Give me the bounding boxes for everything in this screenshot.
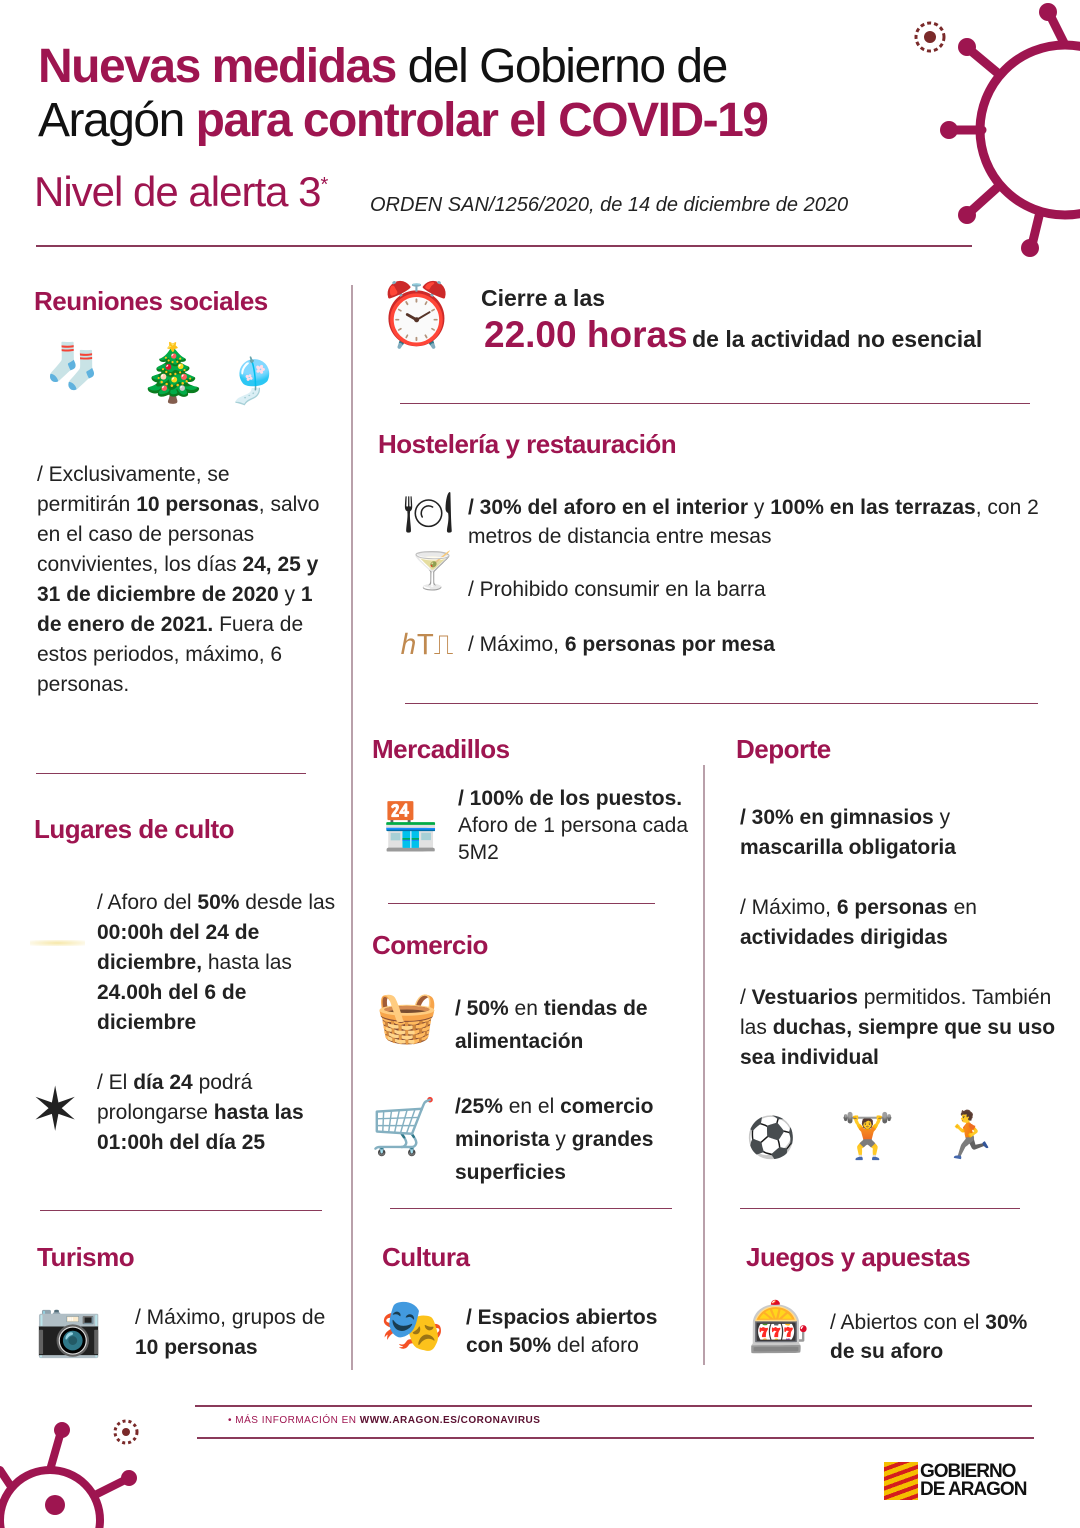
divider — [197, 1437, 1034, 1439]
text-segment: 00:00h del 24 de diciembre, — [97, 921, 260, 974]
text-segment: / 50% — [455, 997, 509, 1020]
mercadillos-text — [458, 785, 688, 866]
website-link[interactable]: WWW.ARAGON.ES/CORONAVIRUS — [359, 1415, 541, 1426]
section-title-juegos: Juegos y apuestas — [746, 1242, 971, 1272]
divider — [195, 1405, 1032, 1407]
serving-cloche-icon: 🍽 — [403, 491, 454, 535]
christmas-tree-icon: 🎄 — [138, 341, 208, 404]
text-segment: / Máximo, grupos de — [135, 1306, 326, 1329]
text-segment: hasta las — [202, 951, 292, 974]
text-segment: / 30% del aforo en el interior — [468, 496, 749, 519]
text-segment: grandes superficies — [455, 1128, 654, 1184]
logo-text: GOBIERNO — [920, 1461, 1016, 1482]
sparkle-icon — [30, 940, 85, 946]
text-segment: 6 personas por mesa — [564, 633, 775, 656]
turismo-text — [135, 1303, 335, 1363]
more-info: • MÁS INFORMACIÓN EN WWW.ARAGON.ES/CORONAVIRUS — [228, 1415, 541, 1426]
cierre-hour: 22.00 horas de la actividad no esencial — [484, 314, 983, 355]
aragon-flag-icon — [884, 1462, 918, 1500]
text-segment: 1 de enero de 2021. — [37, 583, 313, 636]
text-segment: Aforo de 1 persona cada 5M2 — [458, 814, 688, 864]
text-segment: Nuevas medidas — [38, 40, 396, 93]
text-segment: del aforo — [551, 1334, 639, 1357]
ornaments-icon: 🎐 — [225, 357, 280, 406]
cocktail-icon: 🍸 — [410, 550, 455, 591]
section-title-turismo: Turismo — [37, 1242, 135, 1272]
text-segment: comercio minorista — [455, 1095, 654, 1151]
text-segment: y — [748, 496, 771, 519]
text-segment: podrá prolongarse — [97, 1071, 253, 1124]
text-segment: en — [947, 896, 977, 919]
text-segment: / Espacios abiertos con 50% — [466, 1306, 658, 1357]
text-segment: 24, 25 y 31 de diciembre de 2020 — [37, 553, 319, 606]
text-segment: 6 personas — [836, 896, 948, 919]
section-title-hosteleria: Hostelería y restauración — [378, 429, 677, 459]
theater-masks-icon: 🎭 — [380, 1297, 445, 1355]
hosteleria-item-2 — [468, 575, 766, 605]
divider — [36, 245, 972, 247]
text-segment: desde las — [239, 891, 336, 914]
culto-item-2 — [97, 1068, 337, 1158]
text-segment: duchas, siempre que su uso sea individual — [740, 1016, 1056, 1069]
text-segment: / Exclusivamente, se permitirán — [37, 463, 230, 516]
text-segment: , con 2 metros de distancia entre mesas — [468, 496, 1039, 548]
deporte-item-2 — [740, 893, 1040, 953]
deporte-item-3 — [740, 983, 1060, 1073]
text-segment: 10 personas — [136, 493, 259, 516]
table-chairs-icon: ℎT⎍ — [400, 628, 454, 661]
text-segment: / Abiertos con el — [830, 1311, 986, 1334]
weightlifter-icon: 🏋 — [840, 1112, 895, 1161]
text-segment: / — [740, 986, 752, 1009]
text-segment: del Gobierno de — [395, 40, 727, 93]
page-title — [38, 40, 767, 148]
star-icon: ✶ — [30, 1076, 81, 1143]
text-segment: mascarilla obligatoria — [740, 836, 956, 859]
text-segment: para controlar el COVID-19 — [195, 94, 768, 147]
cierre-label: Cierre a las — [481, 285, 606, 311]
text-segment: / 100% de los puestos. — [458, 787, 683, 810]
alarm-clock-icon: ⏰ — [378, 281, 456, 350]
divider — [400, 403, 1030, 404]
logo-text: DE ARAGON — [920, 1479, 1027, 1500]
text-segment: 100% en las terrazas — [770, 496, 976, 519]
small-virus-icon — [905, 12, 955, 62]
text-segment: Vestuarios — [751, 986, 858, 1009]
hosteleria-item-3 — [468, 630, 775, 660]
text-segment: permitidos. También las — [740, 986, 1052, 1039]
section-title-deporte: Deporte — [736, 734, 831, 764]
divider — [388, 903, 655, 904]
gobierno-aragon-logo — [884, 1462, 1026, 1500]
runner-icon: 🏃 — [940, 1109, 998, 1161]
divider — [405, 703, 1038, 704]
divider — [390, 1208, 672, 1209]
text-segment: actividades dirigidas — [740, 926, 948, 949]
text-segment: / Máximo, — [740, 896, 837, 919]
comercio-item-1 — [455, 992, 695, 1058]
text-segment: en el — [502, 1095, 561, 1118]
hosteleria-item-1 — [468, 493, 1048, 551]
christmas-stocking-icon: 🧦 — [45, 342, 100, 391]
section-title-reuniones: Reuniones sociales — [34, 286, 268, 316]
alert-level: Nivel de alerta 3* — [34, 168, 328, 215]
deporte-item-1 — [740, 803, 1040, 863]
text-segment: / Aforo del — [97, 891, 198, 914]
culto-item-1 — [97, 888, 347, 1038]
text-segment: 24.00h del 6 de diciembre — [97, 981, 247, 1034]
section-title-mercadillos: Mercadillos — [372, 734, 510, 764]
food-basket-icon: 🧺 — [376, 989, 439, 1045]
camera-icon: 📷 — [35, 1299, 103, 1359]
text-segment: y — [549, 1128, 572, 1151]
cultura-text — [466, 1304, 696, 1360]
text-segment: , salvo en el caso de personas convivientes, los días — [37, 493, 320, 576]
section-title-culto: Lugares de culto — [34, 814, 235, 844]
divider — [740, 1208, 1020, 1209]
text-segment: / 30% en gimnasios — [740, 806, 934, 829]
column-divider — [351, 285, 353, 1370]
casino-chips-icon: 🎰 — [748, 1299, 811, 1355]
soccer-ball-icon: ⚽ — [746, 1116, 796, 1160]
text-segment: Aragón — [38, 94, 196, 147]
text-segment: 30% de su aforo — [830, 1311, 1028, 1363]
text-segment: día 24 — [133, 1071, 193, 1094]
section-title-cultura: Cultura — [382, 1242, 470, 1272]
text-segment: / El — [97, 1071, 134, 1094]
text-segment: / Prohibido consumir en la barra — [468, 578, 766, 601]
juegos-text — [830, 1308, 1030, 1366]
text-segment: en — [508, 997, 544, 1020]
column-divider — [703, 765, 705, 1365]
text-segment: y — [933, 806, 951, 829]
text-segment: hasta las 01:00h del día 25 — [97, 1101, 304, 1154]
section-title-comercio: Comercio — [372, 930, 488, 960]
text-segment: / Máximo, — [468, 633, 565, 656]
comercio-item-2 — [455, 1090, 700, 1189]
shopping-cart-icon: 🛒 — [370, 1097, 438, 1157]
text-segment: /25% — [455, 1095, 503, 1118]
divider — [36, 773, 306, 774]
market-stall-icon: 🏪 — [382, 800, 440, 852]
text-segment: y — [278, 583, 301, 606]
text-segment: Fuera de estos periodos, máximo, 6 personas. — [37, 613, 304, 696]
virus-icon — [940, 0, 1080, 260]
divider — [40, 1210, 322, 1211]
text-segment: 10 personas — [135, 1336, 258, 1359]
reuniones-text — [37, 460, 327, 700]
text-segment: 50% — [197, 891, 240, 914]
order-reference: ORDEN SAN/1256/2020, de 14 de diciembre de 2020 — [370, 194, 849, 216]
text-segment: tiendas de alimentación — [455, 997, 648, 1053]
small-virus-icon — [108, 1414, 144, 1450]
